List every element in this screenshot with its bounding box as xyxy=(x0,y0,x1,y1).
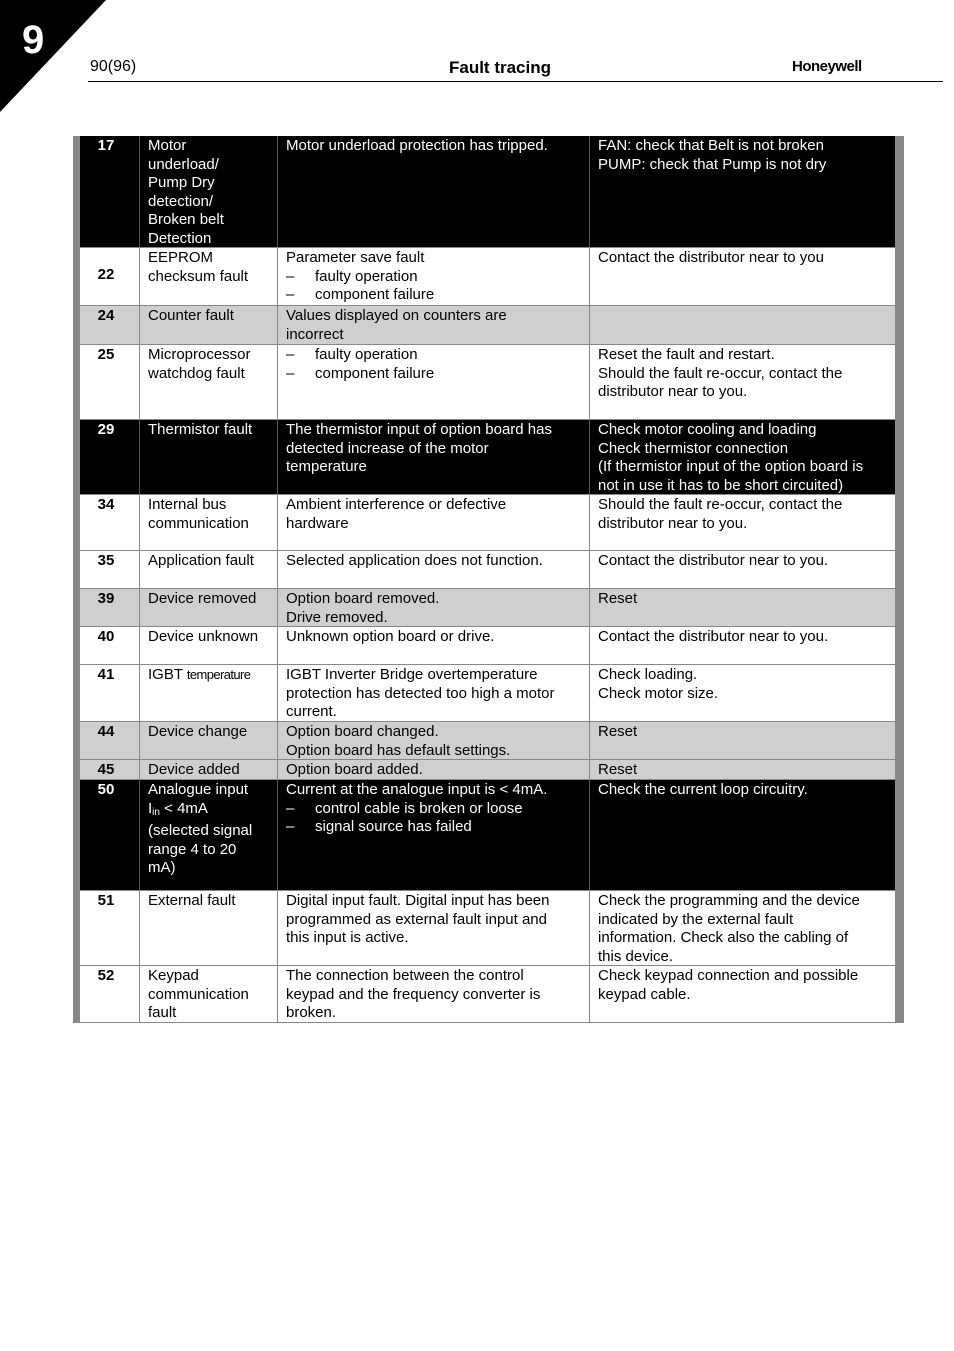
fault-row xyxy=(73,420,904,495)
fault-name-line: Detection xyxy=(148,229,212,247)
fault-cause-list-text: signal source has failed xyxy=(315,818,472,835)
fault-row xyxy=(73,306,904,345)
corrective-action-line: not in use it has to be short circuited) xyxy=(598,476,844,494)
list-dash: – xyxy=(286,346,295,363)
fault-cause xyxy=(278,495,590,550)
fault-name-line: Thermistor fault xyxy=(148,421,253,438)
corrective-action xyxy=(590,306,904,344)
fault-cause xyxy=(278,780,590,890)
fault-name-line: EEPROM xyxy=(148,249,214,266)
fault-code-text: 52 xyxy=(97,967,115,984)
corrective-action-line: this device. xyxy=(598,947,674,965)
corrective-action xyxy=(590,722,904,759)
corrective-action xyxy=(590,589,904,626)
fault-cause xyxy=(278,891,590,965)
fault-code-text: 40 xyxy=(97,628,115,645)
fault-cause-list-item xyxy=(286,286,581,305)
fault-name-line: Internal bus xyxy=(148,496,227,513)
fault-code xyxy=(73,722,140,759)
corrective-action-line: Check motor cooling and loading xyxy=(598,421,817,438)
corrective-action-line: (If thermistor input of the option board is xyxy=(598,458,864,475)
fault-cause-line: hardware xyxy=(286,514,349,532)
fault-row xyxy=(73,780,904,891)
corrective-action-line: Check the programming and the device xyxy=(598,892,860,909)
fault-code xyxy=(73,589,140,626)
fault-cause-line: Motor underload protection has tripped. xyxy=(286,137,548,154)
fault-cause-line: Option board removed. xyxy=(286,590,440,607)
corrective-action xyxy=(590,495,904,550)
fault-name-line: Analogue input xyxy=(148,781,249,798)
fault-cause-line: programmed as external fault input and xyxy=(286,910,547,928)
fault-code xyxy=(73,136,140,247)
corrective-action-line: indicated by the external fault xyxy=(598,910,794,928)
corrective-action-line: Should the fault re-occur, contact the xyxy=(598,364,843,382)
fault-cause-line: Values displayed on counters are xyxy=(286,307,507,324)
fault-cause-list-item xyxy=(286,365,581,384)
fault-row xyxy=(73,760,904,780)
fault-name-line: IGBT temperature xyxy=(148,666,251,683)
fault-row xyxy=(73,966,904,1023)
row-right-bar xyxy=(895,665,904,722)
row-right-bar xyxy=(895,495,904,551)
fault-name-line: communication xyxy=(148,985,249,1003)
corrective-action-line: distributor near to you. xyxy=(598,383,748,400)
fault-name-line: Broken belt xyxy=(148,211,224,228)
fault-cause-line: Selected application does not function. xyxy=(286,552,543,569)
row-right-bar xyxy=(895,306,904,345)
fault-cause xyxy=(278,248,590,305)
row-left-bar xyxy=(73,589,80,627)
list-dash: – xyxy=(286,286,295,303)
fault-name xyxy=(140,420,278,494)
corrective-action-line: Reset the fault and restart. xyxy=(598,346,775,363)
fault-cause xyxy=(278,589,590,626)
corrective-action-line: Check thermistor connection xyxy=(598,439,789,457)
list-dash: – xyxy=(286,818,295,835)
chapter-number: 9 xyxy=(22,18,45,62)
fault-row xyxy=(73,589,904,627)
fault-cause-line: Drive removed. xyxy=(286,608,388,626)
fault-name-line: range 4 to 20 xyxy=(148,840,237,858)
row-right-bar xyxy=(895,589,904,627)
fault-code xyxy=(73,780,140,890)
fault-code-text: 44 xyxy=(97,723,115,740)
fault-cause-line: current. xyxy=(286,703,337,720)
fault-cause xyxy=(278,722,590,759)
fault-row xyxy=(73,627,904,665)
fault-row xyxy=(73,722,904,760)
fault-code xyxy=(73,891,140,965)
fault-cause-line: Ambient interference or defective xyxy=(286,496,507,513)
fault-cause-list-text: component failure xyxy=(315,286,435,303)
row-left-bar xyxy=(73,306,80,345)
fault-cause-list-item xyxy=(286,800,581,819)
fault-name-line: Device change xyxy=(148,723,248,740)
fault-name-line: (selected signal xyxy=(148,822,253,839)
fault-code-text: 25 xyxy=(97,346,115,363)
corrective-action xyxy=(590,420,904,494)
fault-row xyxy=(73,891,904,966)
fault-name-line: Application fault xyxy=(148,552,254,569)
fault-name-line-subscript: $I_{in} < 4mA$ xyxy=(148,799,208,818)
fault-name-line: fault xyxy=(148,1004,177,1021)
fault-cause-line: protection has detected too high a motor xyxy=(286,684,555,702)
row-right-bar xyxy=(895,722,904,760)
corrective-action xyxy=(590,136,904,247)
row-left-bar xyxy=(73,345,80,420)
row-right-bar xyxy=(895,627,904,665)
row-right-bar xyxy=(895,780,904,891)
fault-name xyxy=(140,551,278,588)
row-right-bar xyxy=(895,760,904,780)
corrective-action xyxy=(590,966,904,1022)
corrective-action-line: FAN: check that Belt is not broken xyxy=(598,137,824,154)
fault-cause-line: IGBT Inverter Bridge overtemperature xyxy=(286,666,538,683)
fault-cause-line: Option board has default settings. xyxy=(286,741,511,759)
fault-cause xyxy=(278,665,590,721)
fault-cause-list-text: component failure xyxy=(315,364,435,382)
row-right-bar xyxy=(895,891,904,966)
fault-row xyxy=(73,551,904,589)
fault-row xyxy=(73,136,904,248)
row-right-bar xyxy=(895,136,904,248)
fault-row xyxy=(73,345,904,420)
row-right-bar xyxy=(895,420,904,495)
fault-cause-line: The thermistor input of option board has xyxy=(286,421,552,438)
fault-cause-line: detected increase of the motor xyxy=(286,439,489,457)
row-left-bar xyxy=(73,136,80,248)
corrective-action xyxy=(590,627,904,664)
corrective-action-line: Check loading. xyxy=(598,666,698,683)
fault-name-line: Microprocessor xyxy=(148,346,251,363)
fault-name-line: Counter fault xyxy=(148,307,234,324)
fault-cause-line: Option board changed. xyxy=(286,723,439,740)
corrective-action xyxy=(590,345,904,419)
fault-name xyxy=(140,891,278,965)
corrective-action-line: Contact the distributor near to you. xyxy=(598,552,829,569)
fault-name-line: Device removed xyxy=(148,590,257,607)
fault-name xyxy=(140,248,278,305)
fault-name xyxy=(140,627,278,664)
fault-code-text: 34 xyxy=(97,496,115,513)
fault-cause-line: Unknown option board or drive. xyxy=(286,628,495,645)
fault-code xyxy=(73,627,140,664)
page-title: Fault tracing xyxy=(448,58,551,77)
fault-name-line: Motor xyxy=(148,137,187,154)
corrective-action-line: information. Check also the cabling of xyxy=(598,929,849,946)
fault-row xyxy=(73,665,904,722)
fault-code xyxy=(73,306,140,344)
row-right-bar xyxy=(895,345,904,420)
fault-name xyxy=(140,760,278,779)
fault-cause-line: Option board added. xyxy=(286,761,423,778)
brand-logo: Honeywell xyxy=(792,58,862,75)
fault-code-text: 17 xyxy=(97,137,115,154)
fault-code xyxy=(73,665,140,721)
fault-name-line: mA) xyxy=(148,859,176,876)
corrective-action-line: Reset xyxy=(598,761,638,778)
fault-row xyxy=(73,495,904,551)
fault-cause xyxy=(278,420,590,494)
fault-code xyxy=(73,551,140,588)
row-left-bar xyxy=(73,495,80,551)
fault-code xyxy=(73,760,140,779)
corrective-action-line: Contact the distributor near to you. xyxy=(598,628,829,645)
row-left-bar xyxy=(73,551,80,589)
row-left-bar xyxy=(73,891,80,966)
fault-code-text: 29 xyxy=(97,421,115,438)
corrective-action xyxy=(590,891,904,965)
page-number: 90(96) xyxy=(90,58,137,75)
corrective-action-line: Reset xyxy=(598,590,638,607)
header-rule xyxy=(88,81,943,82)
fault-cause-line: keypad and the frequency converter is xyxy=(286,985,541,1003)
chapter-tab xyxy=(0,0,106,112)
fault-name-line: checksum fault xyxy=(148,267,249,285)
row-right-bar xyxy=(895,248,904,306)
list-dash: – xyxy=(286,267,295,285)
fault-name xyxy=(140,780,278,890)
fault-cause xyxy=(278,306,590,344)
fault-name-line: Device unknown xyxy=(148,628,259,645)
fault-code xyxy=(73,420,140,494)
fault-name-line: External fault xyxy=(148,892,236,909)
fault-cause xyxy=(278,627,590,664)
fault-cause xyxy=(278,345,590,419)
fault-code-text: 45 xyxy=(97,761,115,778)
list-dash: – xyxy=(286,364,295,382)
corrective-action-line: Check keypad connection and possible xyxy=(598,967,859,984)
fault-code-text: 51 xyxy=(97,892,115,909)
fault-code-text: 50 xyxy=(97,781,115,798)
fault-cause-list-item xyxy=(286,818,581,837)
row-left-bar xyxy=(73,248,80,306)
fault-cause-list-item xyxy=(286,268,581,287)
row-left-bar xyxy=(73,627,80,665)
fault-cause-line: broken. xyxy=(286,1004,337,1021)
fault-cause-line: incorrect xyxy=(286,325,344,343)
row-left-bar xyxy=(73,665,80,722)
fault-row xyxy=(73,248,904,306)
corrective-action-line: Check motor size. xyxy=(598,684,719,702)
fault-code-text: 39 xyxy=(97,590,115,607)
fault-table xyxy=(73,136,904,1023)
fault-cause xyxy=(278,136,590,247)
fault-name-line: watchdog fault xyxy=(148,364,245,382)
fault-name xyxy=(140,345,278,419)
fault-cause-list-text: control cable is broken or loose xyxy=(315,799,523,817)
corrective-action xyxy=(590,248,904,305)
corrective-action xyxy=(590,760,904,779)
fault-cause-line: The connection between the control xyxy=(286,967,524,984)
fault-cause xyxy=(278,551,590,588)
row-left-bar xyxy=(73,760,80,780)
fault-code-text: 35 xyxy=(97,552,115,569)
fault-name-line: Keypad xyxy=(148,967,199,984)
row-left-bar xyxy=(73,420,80,495)
row-left-bar xyxy=(73,722,80,760)
corrective-action-line: keypad cable. xyxy=(598,985,691,1003)
fault-name xyxy=(140,306,278,344)
list-dash: – xyxy=(286,799,295,817)
fault-name-line: detection/ xyxy=(148,192,214,210)
fault-cause-list-item xyxy=(286,346,581,365)
row-right-bar xyxy=(895,966,904,1023)
fault-name xyxy=(140,136,278,247)
fault-cause xyxy=(278,966,590,1022)
fault-code-text: 41 xyxy=(97,666,115,683)
fault-code xyxy=(73,345,140,419)
fault-code-text: 24 xyxy=(97,307,115,324)
fault-name xyxy=(140,966,278,1022)
corrective-action xyxy=(590,551,904,588)
fault-cause-line: Digital input fault. Digital input has been xyxy=(286,892,550,909)
fault-cause-line: this input is active. xyxy=(286,929,409,946)
fault-cause-line: Current at the analogue input is < 4mA. xyxy=(286,781,548,798)
fault-code-text: 22 xyxy=(97,266,115,283)
row-right-bar xyxy=(895,551,904,589)
fault-name xyxy=(140,589,278,626)
fault-name-line: communication xyxy=(148,514,249,532)
fault-name-line: underload/ xyxy=(148,155,219,173)
row-left-bar xyxy=(73,966,80,1023)
corrective-action-line: Check the current loop circuitry. xyxy=(598,781,808,798)
fault-code xyxy=(73,966,140,1022)
row-left-bar xyxy=(73,780,80,891)
fault-cause-list-text: faulty operation xyxy=(315,346,418,363)
fault-name xyxy=(140,665,278,721)
fault-name-line: Pump Dry xyxy=(148,174,215,191)
corrective-action-line: PUMP: check that Pump is not dry xyxy=(598,155,827,173)
fault-cause-line: temperature xyxy=(286,458,367,475)
fault-name xyxy=(140,495,278,550)
fault-name xyxy=(140,722,278,759)
fault-code xyxy=(73,495,140,550)
fault-cause xyxy=(278,760,590,779)
corrective-action-line: Should the fault re-occur, contact the xyxy=(598,496,843,513)
corrective-action-line: Contact the distributor near to you xyxy=(598,249,824,266)
fault-code xyxy=(73,248,140,305)
fault-name-line: Device added xyxy=(148,761,240,778)
corrective-action xyxy=(590,780,904,890)
corrective-action-line: distributor near to you. xyxy=(598,514,748,532)
corrective-action-line: Reset xyxy=(598,723,638,740)
fault-cause-line: Parameter save fault xyxy=(286,249,425,266)
fault-cause-list-text: faulty operation xyxy=(315,267,418,285)
corrective-action xyxy=(590,665,904,721)
